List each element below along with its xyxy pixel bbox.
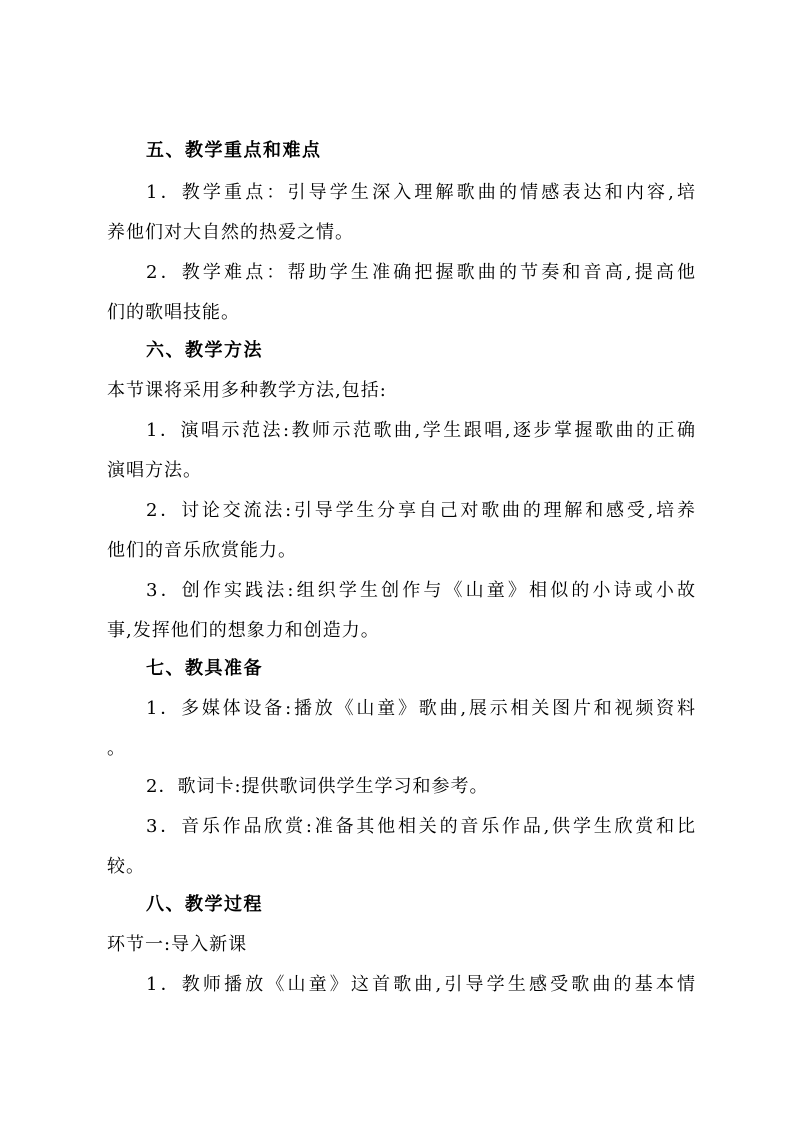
- section-heading-methods: 六、教学方法: [146, 340, 263, 361]
- paragraph-line: 2．讨论交流法:引导学生分享自己对歌曲的理解和感受,培养: [146, 500, 696, 521]
- section-heading-key-points: 五、教学重点和难点: [146, 140, 322, 161]
- paragraph-line: 本节课将采用多种教学方法,包括:: [107, 380, 387, 401]
- paragraph-line: 1．教师播放《山童》这首歌曲,引导学生感受歌曲的基本情: [146, 974, 696, 995]
- paragraph-line: 2．歌词卡:提供歌词供学生学习和参考。: [146, 776, 489, 797]
- paragraph-line: 环节一:导入新课: [107, 934, 248, 955]
- paragraph-line: 他们的音乐欣赏能力。: [107, 540, 297, 561]
- section-heading-process: 八、教学过程: [146, 894, 263, 915]
- paragraph-line: 1．多媒体设备:播放《山童》歌曲,展示相关图片和视频资料: [146, 698, 696, 719]
- paragraph-line: 较。: [107, 856, 145, 877]
- paragraph-line: 事,发挥他们的想象力和创造力。: [107, 620, 380, 641]
- paragraph-line: 们的歌唱技能。: [107, 302, 240, 323]
- paragraph-line: 3．音乐作品欣赏:准备其他相关的音乐作品,供学生欣赏和比: [146, 816, 696, 837]
- paragraph-line: 1．教学重点：引导学生深入理解歌曲的情感表达和内容,培: [146, 182, 696, 203]
- paragraph-line: 1．演唱示范法:教师示范歌曲,学生跟唱,逐步掌握歌曲的正确: [146, 420, 696, 441]
- paragraph-line: 2．教学难点：帮助学生准确把握歌曲的节奏和音高,提高他: [146, 262, 696, 283]
- paragraph-line: 养他们对大自然的热爱之情。: [107, 222, 354, 243]
- paragraph-line: 演唱方法。: [107, 460, 202, 481]
- section-heading-materials: 七、教具准备: [146, 658, 263, 679]
- paragraph-line: 。: [107, 738, 126, 759]
- paragraph-line: 3．创作实践法:组织学生创作与《山童》相似的小诗或小故: [146, 580, 696, 601]
